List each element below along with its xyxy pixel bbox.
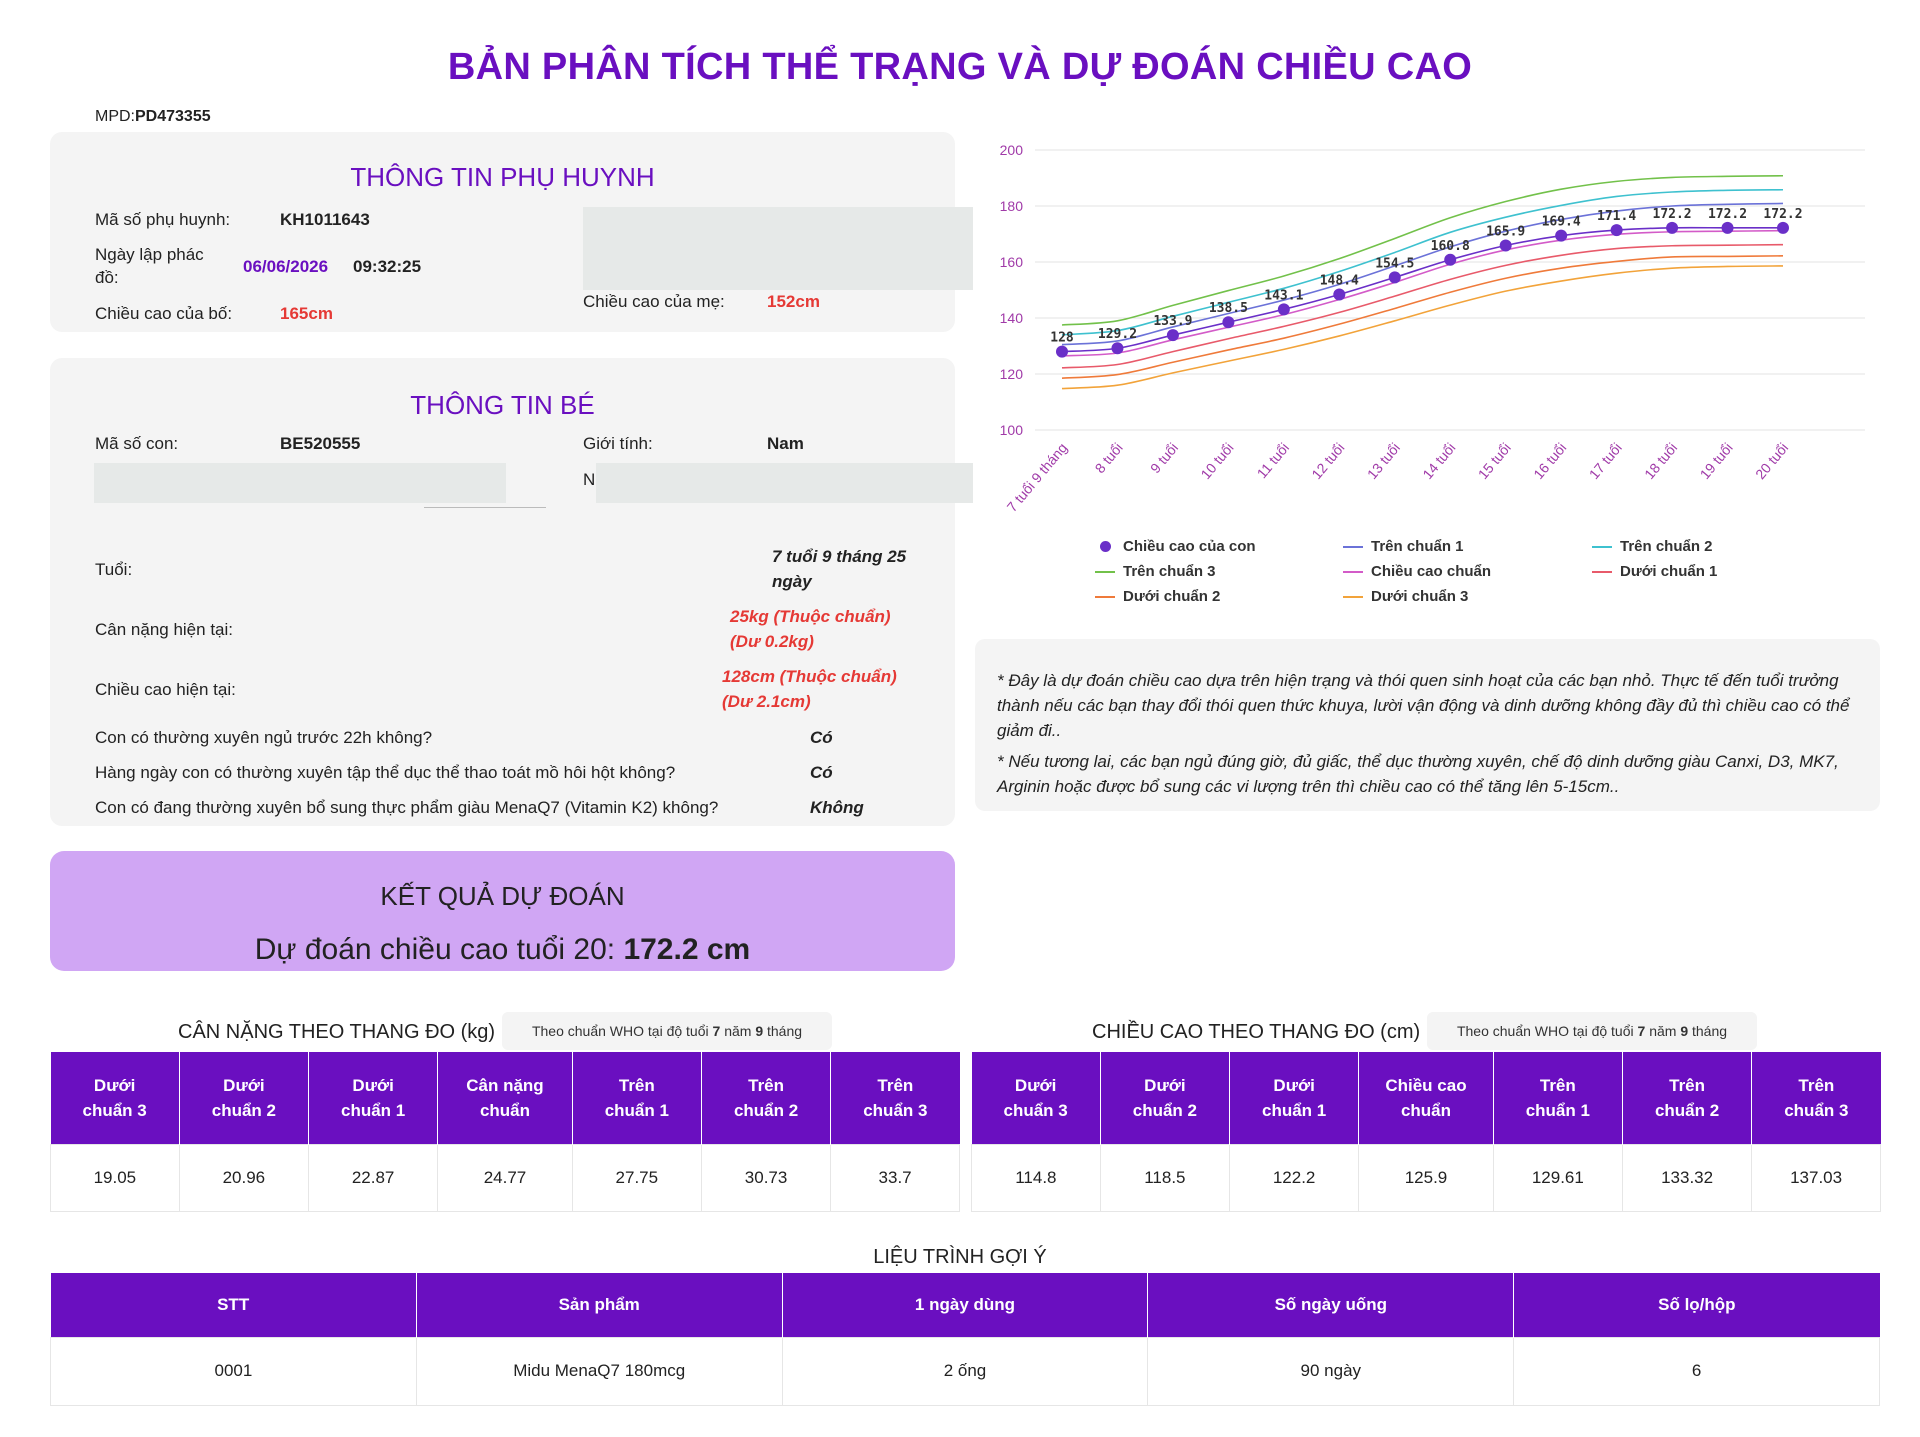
mpd-value: PD473355 (135, 108, 211, 125)
height-table-title: CHIỀU CAO THEO THANG ĐO (cm) (1092, 1021, 1421, 1043)
height-label: Chiều cao hiện tại: (95, 680, 236, 699)
y-tick-label: 140 (999, 310, 1023, 326)
table-header: Số ngày uống (1148, 1273, 1514, 1337)
disclaimer-notes (975, 639, 1880, 811)
legend-item-child-height (1095, 538, 1256, 556)
table-header: Trên chuẩn 2 (1622, 1052, 1751, 1144)
weight-value: 25kg (Thuộc chuẩn) (Dư 0.2kg) (730, 607, 891, 651)
table-header: Trên chuẩn 2 (701, 1052, 830, 1144)
date-value: 06/06/2026 (243, 257, 329, 276)
prediction-result (50, 851, 955, 971)
x-tick-label: 18 tuổi (1641, 439, 1681, 483)
data-point[interactable] (1222, 316, 1234, 328)
legend-line (1592, 546, 1612, 548)
age-value: 7 tuổi 9 tháng 25 ngày (772, 547, 907, 591)
table-cell: 24.77 (438, 1144, 572, 1211)
legend-item-chieu-cao-chuan (1343, 563, 1491, 580)
data-label: 160.8 (1430, 238, 1470, 254)
table-header: Dưới chuẩn 3 (51, 1052, 180, 1144)
table-cell: 114.8 (972, 1144, 1101, 1211)
data-point[interactable] (1056, 346, 1068, 358)
legend-line (1343, 546, 1363, 548)
gender-value: Nam (767, 434, 804, 453)
gender-label: Giới tính: (583, 434, 653, 453)
chart-legend (1095, 536, 1855, 611)
x-tick-label: 12 tuổi (1308, 439, 1348, 483)
question-menaq7-value: Không (810, 798, 864, 817)
weight-scale-table (50, 1052, 960, 1212)
question-exercise-value: Có (810, 763, 833, 782)
table-cell: 118.5 (1100, 1144, 1229, 1211)
legend-item-tren-chuan-3 (1095, 563, 1216, 580)
height-who-note (1427, 1012, 1757, 1050)
x-tick-label: 17 tuổi (1585, 439, 1625, 483)
question-sleep-value: Có (810, 728, 833, 747)
table-cell: 22.87 (309, 1144, 438, 1211)
y-tick-label: 200 (999, 142, 1023, 158)
table-header-row (972, 1052, 1881, 1144)
legend-label: Trên chuẩn 3 (1123, 563, 1216, 580)
data-point[interactable] (1777, 222, 1789, 234)
table-header: Dưới chuẩn 2 (1100, 1052, 1229, 1144)
series-line (1062, 176, 1783, 325)
table-cell: 30.73 (701, 1144, 830, 1211)
who-years: 7 (712, 1023, 721, 1039)
table-cell: 33.7 (831, 1144, 960, 1211)
data-label: 171.4 (1597, 209, 1637, 225)
legend-label: Trên chuẩn 1 (1371, 538, 1464, 555)
age-label: Tuổi: (95, 560, 133, 579)
prediction-heading: KẾT QUẢ DỰ ĐOÁN (380, 881, 625, 911)
data-label: 148.4 (1319, 273, 1359, 289)
table-cell: 133.32 (1622, 1144, 1751, 1211)
table-cell: 129.61 (1493, 1144, 1622, 1211)
who-suffix: tháng (1692, 1023, 1728, 1039)
legend-label: Dưới chuẩn 2 (1123, 588, 1221, 605)
table-header: Dưới chuẩn 1 (309, 1052, 438, 1144)
data-label: 172.2 (1707, 206, 1748, 222)
table-cell: 137.03 (1752, 1144, 1881, 1211)
table-header: Số lọ/hộp (1514, 1273, 1880, 1337)
data-label: 129.2 (1097, 327, 1138, 343)
question-menaq7-label: Con có đang thường xuyên bổ sung thực phẩm giàu MenaQ7 (Vitamin K2) không? (95, 798, 719, 817)
table-cell: 19.05 (51, 1144, 180, 1211)
table-cell: Midu MenaQ7 180mcg (416, 1337, 782, 1405)
x-tick-label: 19 tuổi (1696, 439, 1736, 483)
table-cell: 6 (1514, 1337, 1880, 1405)
prediction-value: 172.2 cm (623, 933, 751, 966)
height-scale-table (971, 1052, 1881, 1212)
mother-height-value: 152cm (767, 292, 820, 311)
legend-line (1592, 571, 1612, 573)
table-header-row (51, 1052, 960, 1144)
note-1: * Đây là dự đoán chiều cao dựa trên hiện trạng và thói quen sinh hoạt của các bạn nhỏ. Thực tế đến tuổi trưởng thành nếu các bạn thay đổi thói quen thức khuya, lười vận động và dinh dưỡng không đầy đủ thì chiều cao có thể giảm đi.. (997, 671, 1850, 740)
table-cell: 125.9 (1359, 1144, 1493, 1211)
legend-line (1095, 571, 1115, 573)
table-header: Sản phẩm (416, 1273, 782, 1337)
legend-item-tren-chuan-2 (1592, 538, 1713, 555)
prediction-text: Dự đoán chiều cao tuổi 20: (254, 933, 616, 966)
who-mid: năm (1649, 1023, 1677, 1039)
weight-who-note (502, 1012, 832, 1050)
parent-code-value: KH1011643 (280, 210, 370, 229)
table-header: Cân nặng chuẩn (438, 1052, 572, 1144)
data-point[interactable] (1278, 303, 1290, 315)
table-header: Dưới chuẩn 2 (179, 1052, 308, 1144)
legend-item-duoi-chuan-1 (1592, 563, 1717, 580)
x-tick-label: 15 tuổi (1474, 439, 1514, 483)
table-row (972, 1144, 1881, 1211)
legend-item-duoi-chuan-3 (1343, 588, 1468, 605)
y-tick-label: 160 (999, 254, 1023, 270)
page-title: BẢN PHÂN TÍCH THỂ TRẠNG VÀ DỰ ĐOÁN CHIỀU CAO (447, 46, 1473, 88)
question-exercise-label: Hàng ngày con có thường xuyên tập thể dục thể thao toát mồ hôi hột không? (95, 763, 676, 782)
x-tick-label: 13 tuổi (1363, 439, 1404, 483)
data-label: 165.9 (1486, 224, 1526, 240)
mpd-label: MPD: (95, 108, 135, 125)
regimen-title: LIỆU TRÌNH GỢI Ý (873, 1246, 1047, 1268)
data-point[interactable] (1333, 288, 1345, 300)
regimen-table (50, 1273, 1880, 1406)
legend-marker (1095, 539, 1115, 556)
table-cell: 20.96 (179, 1144, 308, 1211)
data-point[interactable] (1555, 230, 1567, 242)
child-info-panel (50, 358, 955, 826)
x-tick-label: 9 tuổi (1146, 439, 1182, 477)
legend-label: Dưới chuẩn 1 (1620, 563, 1718, 580)
table-cell: 122.2 (1230, 1144, 1359, 1211)
data-label: 172.2 (1763, 206, 1803, 222)
table-header: Dưới chuẩn 1 (1230, 1052, 1359, 1144)
y-tick-label: 120 (999, 366, 1023, 382)
data-point[interactable] (1167, 329, 1179, 341)
parent-code-label: Mã số phụ huynh: (95, 210, 231, 229)
data-label: 172.2 (1652, 206, 1692, 222)
data-label: 138.5 (1208, 301, 1248, 317)
data-point[interactable] (1444, 254, 1456, 266)
data-label: 133.9 (1153, 314, 1193, 330)
table-cell: 0001 (51, 1337, 417, 1405)
table-header: Trên chuẩn 3 (831, 1052, 960, 1144)
x-tick-label: 11 tuổi (1253, 439, 1293, 482)
table-row (51, 1144, 960, 1211)
data-point[interactable] (1611, 224, 1623, 236)
redacted-block (583, 207, 973, 290)
data-point[interactable] (1666, 222, 1678, 234)
redacted-block (596, 463, 973, 503)
redacted-underline (424, 507, 546, 508)
who-months: 9 (755, 1023, 764, 1039)
data-point[interactable] (1722, 222, 1734, 234)
child-code-label: Mã số con: (95, 434, 179, 453)
prediction-line (50, 933, 955, 967)
data-label: 154.5 (1375, 256, 1415, 272)
legend-line (1343, 596, 1363, 598)
who-suffix: tháng (767, 1023, 803, 1039)
child-code-value: BE520555 (280, 434, 361, 453)
table-cell: 27.75 (572, 1144, 701, 1211)
who-months: 9 (1680, 1023, 1689, 1039)
note-2: * Nếu tương lai, các bạn ngủ đúng giờ, đủ giấc, thể dục thường xuyên, chế độ dinh dưỡng giàu Canxi, D3, MK7, Arginin hoặc được bổ sung các vi lượng trên thì chiều cao có thể tăng lên 5-15cm.. (997, 752, 1839, 796)
child-info-heading: THÔNG TIN BÉ (410, 390, 595, 420)
x-tick-label: 14 tuổi (1419, 439, 1459, 483)
who-years: 7 (1637, 1023, 1646, 1039)
x-tick-label: 16 tuổi (1530, 439, 1570, 483)
mpd-code (95, 108, 211, 126)
table-header: Trên chuẩn 1 (1493, 1052, 1622, 1144)
redacted-block (94, 463, 506, 503)
who-mid: năm (724, 1023, 752, 1039)
table-header: Trên chuẩn 1 (572, 1052, 701, 1144)
legend-item-duoi-chuan-2 (1095, 588, 1220, 605)
legend-label: Chiều cao chuẩn (1371, 563, 1492, 580)
mother-height-label: Chiều cao của mẹ: (583, 292, 725, 311)
data-point[interactable] (1111, 342, 1123, 354)
table-header: Chiều cao chuẩn (1359, 1052, 1493, 1144)
date-label: Ngày lập phác đồ: (95, 245, 204, 287)
data-label: 143.1 (1264, 288, 1304, 304)
table-header: Trên chuẩn 3 (1752, 1052, 1881, 1144)
legend-label: Trên chuẩn 2 (1620, 538, 1713, 555)
data-point[interactable] (1389, 271, 1401, 283)
x-tick-label: 8 tuổi (1091, 439, 1126, 477)
legend-line (1343, 571, 1363, 573)
y-tick-label: 180 (999, 198, 1023, 214)
height-value: 128cm (Thuộc chuẩn) (Dư 2.1cm) (722, 667, 897, 711)
who-prefix: Theo chuẩn WHO tại độ tuổi (1456, 1023, 1634, 1039)
father-height-label: Chiều cao của bố: (95, 304, 233, 323)
table-header: Dưới chuẩn 3 (972, 1052, 1101, 1144)
table-cell: 90 ngày (1148, 1337, 1514, 1405)
table-header: 1 ngày dùng (782, 1273, 1148, 1337)
data-label: 128 (1050, 330, 1074, 346)
legend-item-tren-chuan-1 (1343, 538, 1464, 555)
time-value: 09:32:25 (353, 257, 422, 276)
weight-table-title: CÂN NẶNG THEO THANG ĐO (kg) (178, 1021, 496, 1043)
table-row (51, 1337, 1880, 1405)
x-tick-label: 10 tuổi (1197, 439, 1237, 483)
partial-label: N (583, 470, 596, 489)
question-sleep-label: Con có thường xuyên ngủ trước 22h không? (95, 728, 433, 747)
table-header: STT (51, 1273, 417, 1337)
who-prefix: Theo chuẩn WHO tại độ tuổi (531, 1023, 709, 1039)
legend-label: Chiều cao của con (1123, 538, 1256, 555)
legend-label: Dưới chuẩn 3 (1371, 588, 1469, 605)
y-tick-label: 100 (999, 422, 1023, 438)
data-point[interactable] (1500, 239, 1512, 251)
table-header-row (51, 1273, 1880, 1337)
x-tick-label: 20 tuổi (1752, 439, 1792, 483)
parent-info-heading: THÔNG TIN PHỤ HUYNH (350, 162, 655, 192)
weight-label: Cân nặng hiện tại: (95, 620, 233, 639)
father-height-value: 165cm (280, 304, 333, 323)
table-cell: 2 ống (782, 1337, 1148, 1405)
data-label: 169.4 (1541, 214, 1581, 230)
legend-line (1095, 596, 1115, 598)
x-tick-label: 7 tuổi 9 tháng (1003, 439, 1071, 515)
